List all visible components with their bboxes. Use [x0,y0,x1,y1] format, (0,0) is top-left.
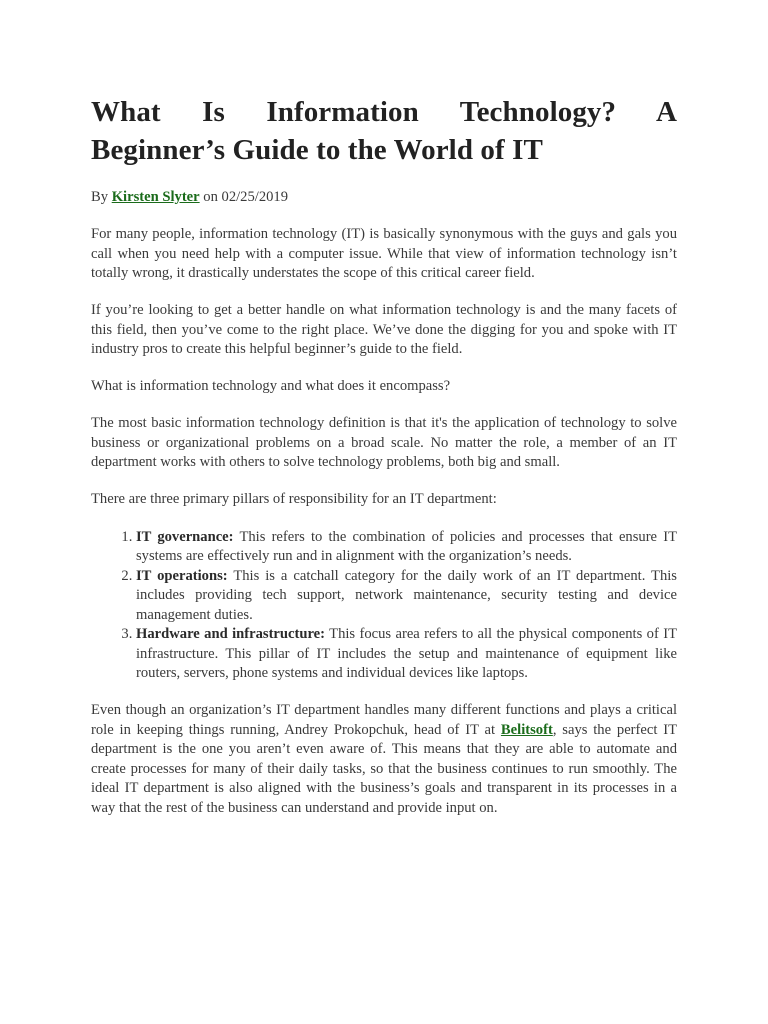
article [91,93,677,818]
paragraph-closing [91,701,677,818]
pillar-text: This focus area refers to all the physical components of IT infrastructure. This pillar of IT includes the setup and maintenance of equipment like routers, servers, phone systems and individual devices like laptops. [136,626,677,681]
paragraph-guide: If you’re looking to get a better handle on what information technology is and the many facets of this field, then you’ve come to the right place. We’ve done the digging for you and spoke with IT industry pros to create this helpful beginner’s guide to the field. [91,302,677,357]
list-item [136,528,677,567]
list-item [136,567,677,626]
closing-text-end: , says the perfect IT department is the one you aren’t even aware of. This means that they are able to automate and create processes for many of their daily tasks, so that the business continues to run smoothly. The ideal IT department is also aligned with the business’s goals and transparent in its processes in a way that the rest of the business can understand and provide input on. [91,721,677,816]
byline-prefix: By [91,189,112,205]
list-item [136,625,677,684]
pillar-text: This is a catchall category for the daily work of an IT department. This includes providing tech support, network maintenance, security testing and device management duties. [136,567,677,623]
byline-on: on [199,189,222,205]
paragraph-intro: For many people, information technology (IT) is basically synonymous with the guys and gals you call when you need help with a computer issue. While that view of information technology isn’t totally wrong, it drastically understates the scope of this critical career field. [91,226,677,281]
pillar-term: Hardware and infrastructure: [136,626,326,642]
author-link[interactable]: Kirsten Slyter [111,189,200,205]
belitsoft-link[interactable]: Belitsoft [500,721,553,738]
article-body [91,225,677,818]
article-title: What Is Information Technology? A Beginner’s Guide to the World of IT [91,96,677,166]
publish-date: 02/25/2019 [221,189,289,205]
section-question: What is information technology and what does it encompass? [91,378,451,394]
pillar-text: This refers to the combination of policies and processes that ensure IT systems are effectively run and in alignment with the organization’s needs. [136,528,677,564]
byline [91,188,677,208]
paragraph-pillars-intro: There are three primary pillars of responsibility for an IT department: [91,491,497,507]
pillar-term: IT governance: [136,528,234,545]
pillar-term: IT operations: [136,567,228,584]
paragraph-definition: The most basic information technology definition is that it's the application of technology to solve business or organizational problems on a broad scale. No matter the role, a member of an IT department works with others to solve technology problems, both big and small. [91,415,677,470]
closing-text-start: Even though an organization’s IT department handles many different functions and plays a critical role in keeping things running, Andrey Prokopchuk, head of IT at [91,702,677,738]
pillars-list [91,528,677,684]
